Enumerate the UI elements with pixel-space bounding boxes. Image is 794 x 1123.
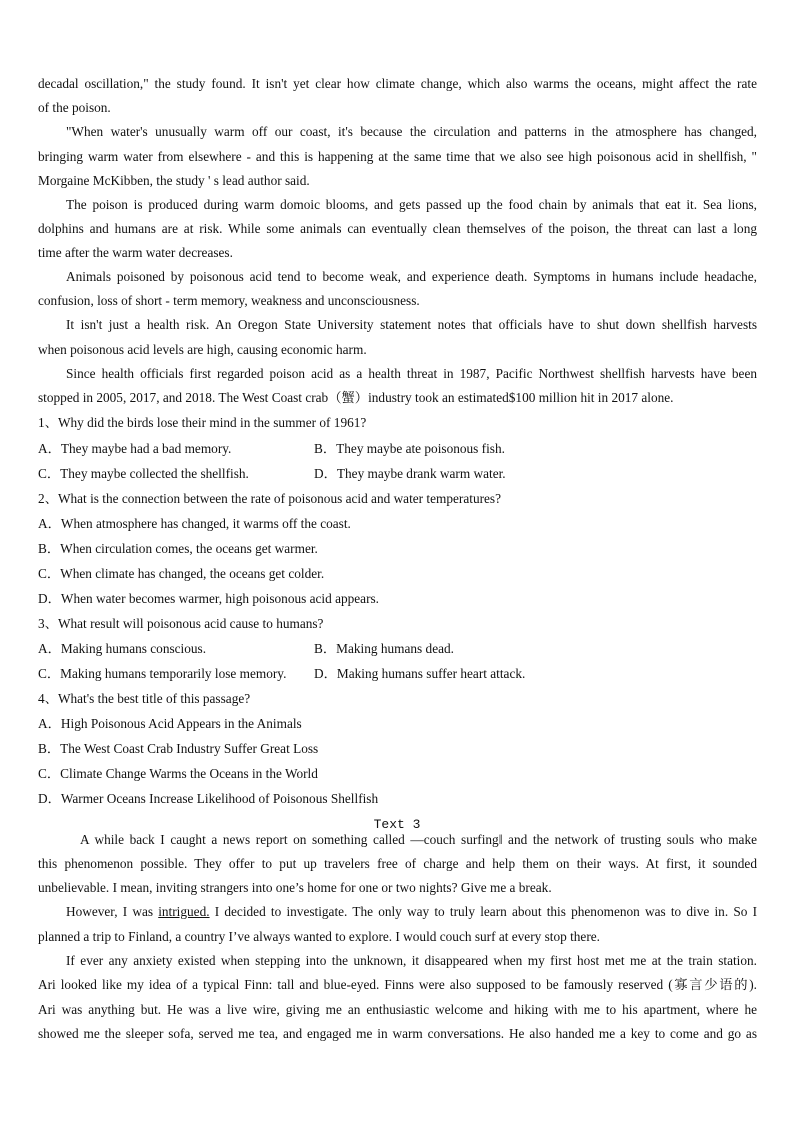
answer-option: D．Warmer Oceans Increase Likelihood of Poisonous Shellfish [38,791,379,806]
paragraph-line: It isn't just a health risk. An Oregon State University statement notes that officials have to shut down shellfish harvests [66,317,757,332]
answer-option: D．They maybe drank warm water. [314,466,506,481]
answer-option: C．Climate Change Warms the Oceans in the World [38,766,318,781]
paragraph-line: Animals poisoned by poisonous acid tend to become weak, and experience death. Symptoms in humans include headache, [66,269,757,284]
paragraph-line: confusion, loss of short - term memory, weakness and unconsciousness. [38,293,420,308]
paragraph-line: The poison is produced during warm domoic blooms, and gets passed up the food chain by animals that eat it. Sea lions, [66,197,757,212]
question-stem: 2、What is the connection between the rate of poisonous acid and water temperatures? [38,491,502,506]
paragraph-line [38,903,757,921]
answer-option: A．They maybe had a bad memory. [38,441,232,456]
paragraph-line: "When water's unusually warm off our coast, it's because the circulation and patterns in the atmosphere has changed, [66,124,757,139]
line-text: However, I was [66,904,159,919]
paragraph-line: Since health officials first regarded poison acid as a health threat in 1987, Pacific Northwest shellfish harvests have been [66,366,757,381]
paragraph-line: A while back I caught a news report on something called ―couch surfing‖ and the network of trusting souls who make [80,832,757,847]
paragraph-line: Ari was anything but. He was a live wire, giving me an enthusiastic welcome and hiking with me to his apartment, where he [38,1002,757,1017]
underlined-word: intrigued. [158,904,210,919]
paragraph-line: planned a trip to Finland, a country I’ve always wanted to explore. I would couch surf at every stop there. [38,929,600,944]
paragraph-line: dolphins and humans are at risk. While some animals can eventually clean themselves of the poison, the threat can last a long [38,221,757,236]
line-text: I decided to investigate. The only way to truly learn about this phenomenon was to dive in. So I [209,904,758,919]
answer-option: D．When water becomes warmer, high poisonous acid appears. [38,591,380,606]
paragraph-line: Morgaine McKibben, the study ' s lead author said. [38,173,310,188]
paragraph-line: this phenomenon possible. They offer to put up travelers free of charge and help them on their ways. At first, it sounded [38,856,757,871]
paragraph-line: unbelievable. I mean, inviting strangers into one’s home for one or two nights? Give me a break. [38,880,552,895]
paragraph-line: when poisonous acid levels are high, causing economic harm. [38,342,367,357]
question-stem: 1、Why did the birds lose their mind in the summer of 1961? [38,415,367,430]
paragraph-line: Ari looked like my idea of a typical Finn: tall and blue-eyed. Finns were also supposed to be famously reserved (寡言少语的). [38,977,757,992]
answer-option: C．When climate has changed, the oceans get colder. [38,566,325,581]
answer-option: B．When circulation comes, the oceans get warmer. [38,541,318,556]
question-stem: 4、What's the best title of this passage? [38,691,251,706]
paragraph-line: If ever any anxiety existed when stepping into the unknown, it disappeared when my first host met me at the train station. [66,953,757,968]
section-heading: Text 3 [373,817,421,832]
paragraph-line: bringing warm water from elsewhere - and this is happening at the same time that we also see high poisonous acid in shellfish, " [38,149,757,164]
answer-option: C．Making humans temporarily lose memory. [38,666,287,681]
paragraph-line: decadal oscillation," the study found. It isn't yet clear how climate change, which also warms the oceans, might affect the rate [38,76,757,91]
answer-option: B．Making humans dead. [314,641,454,656]
answer-option: B．They maybe ate poisonous fish. [314,441,505,456]
question-stem: 3、What result will poisonous acid cause to humans? [38,616,324,631]
paragraph-line: time after the warm water decreases. [38,245,233,260]
paragraph-line: of the poison. [38,100,111,115]
answer-option: A．When atmosphere has changed, it warms off the coast. [38,516,351,531]
answer-option: A．High Poisonous Acid Appears in the Animals [38,716,302,731]
paragraph-line: stopped in 2005, 2017, and 2018. The West Coast crab（蟹）industry took an estimated$100 million hit in 2017 alone. [38,390,674,405]
answer-option: B．The West Coast Crab Industry Suffer Great Loss [38,741,319,756]
paragraph-line: showed me the sleeper sofa, served me tea, and engaged me in warm conversations. He also handed me a key to come and go as [38,1026,757,1041]
answer-option: D．Making humans suffer heart attack. [314,666,526,681]
answer-option: A．Making humans conscious. [38,641,207,656]
answer-option: C．They maybe collected the shellfish. [38,466,249,481]
